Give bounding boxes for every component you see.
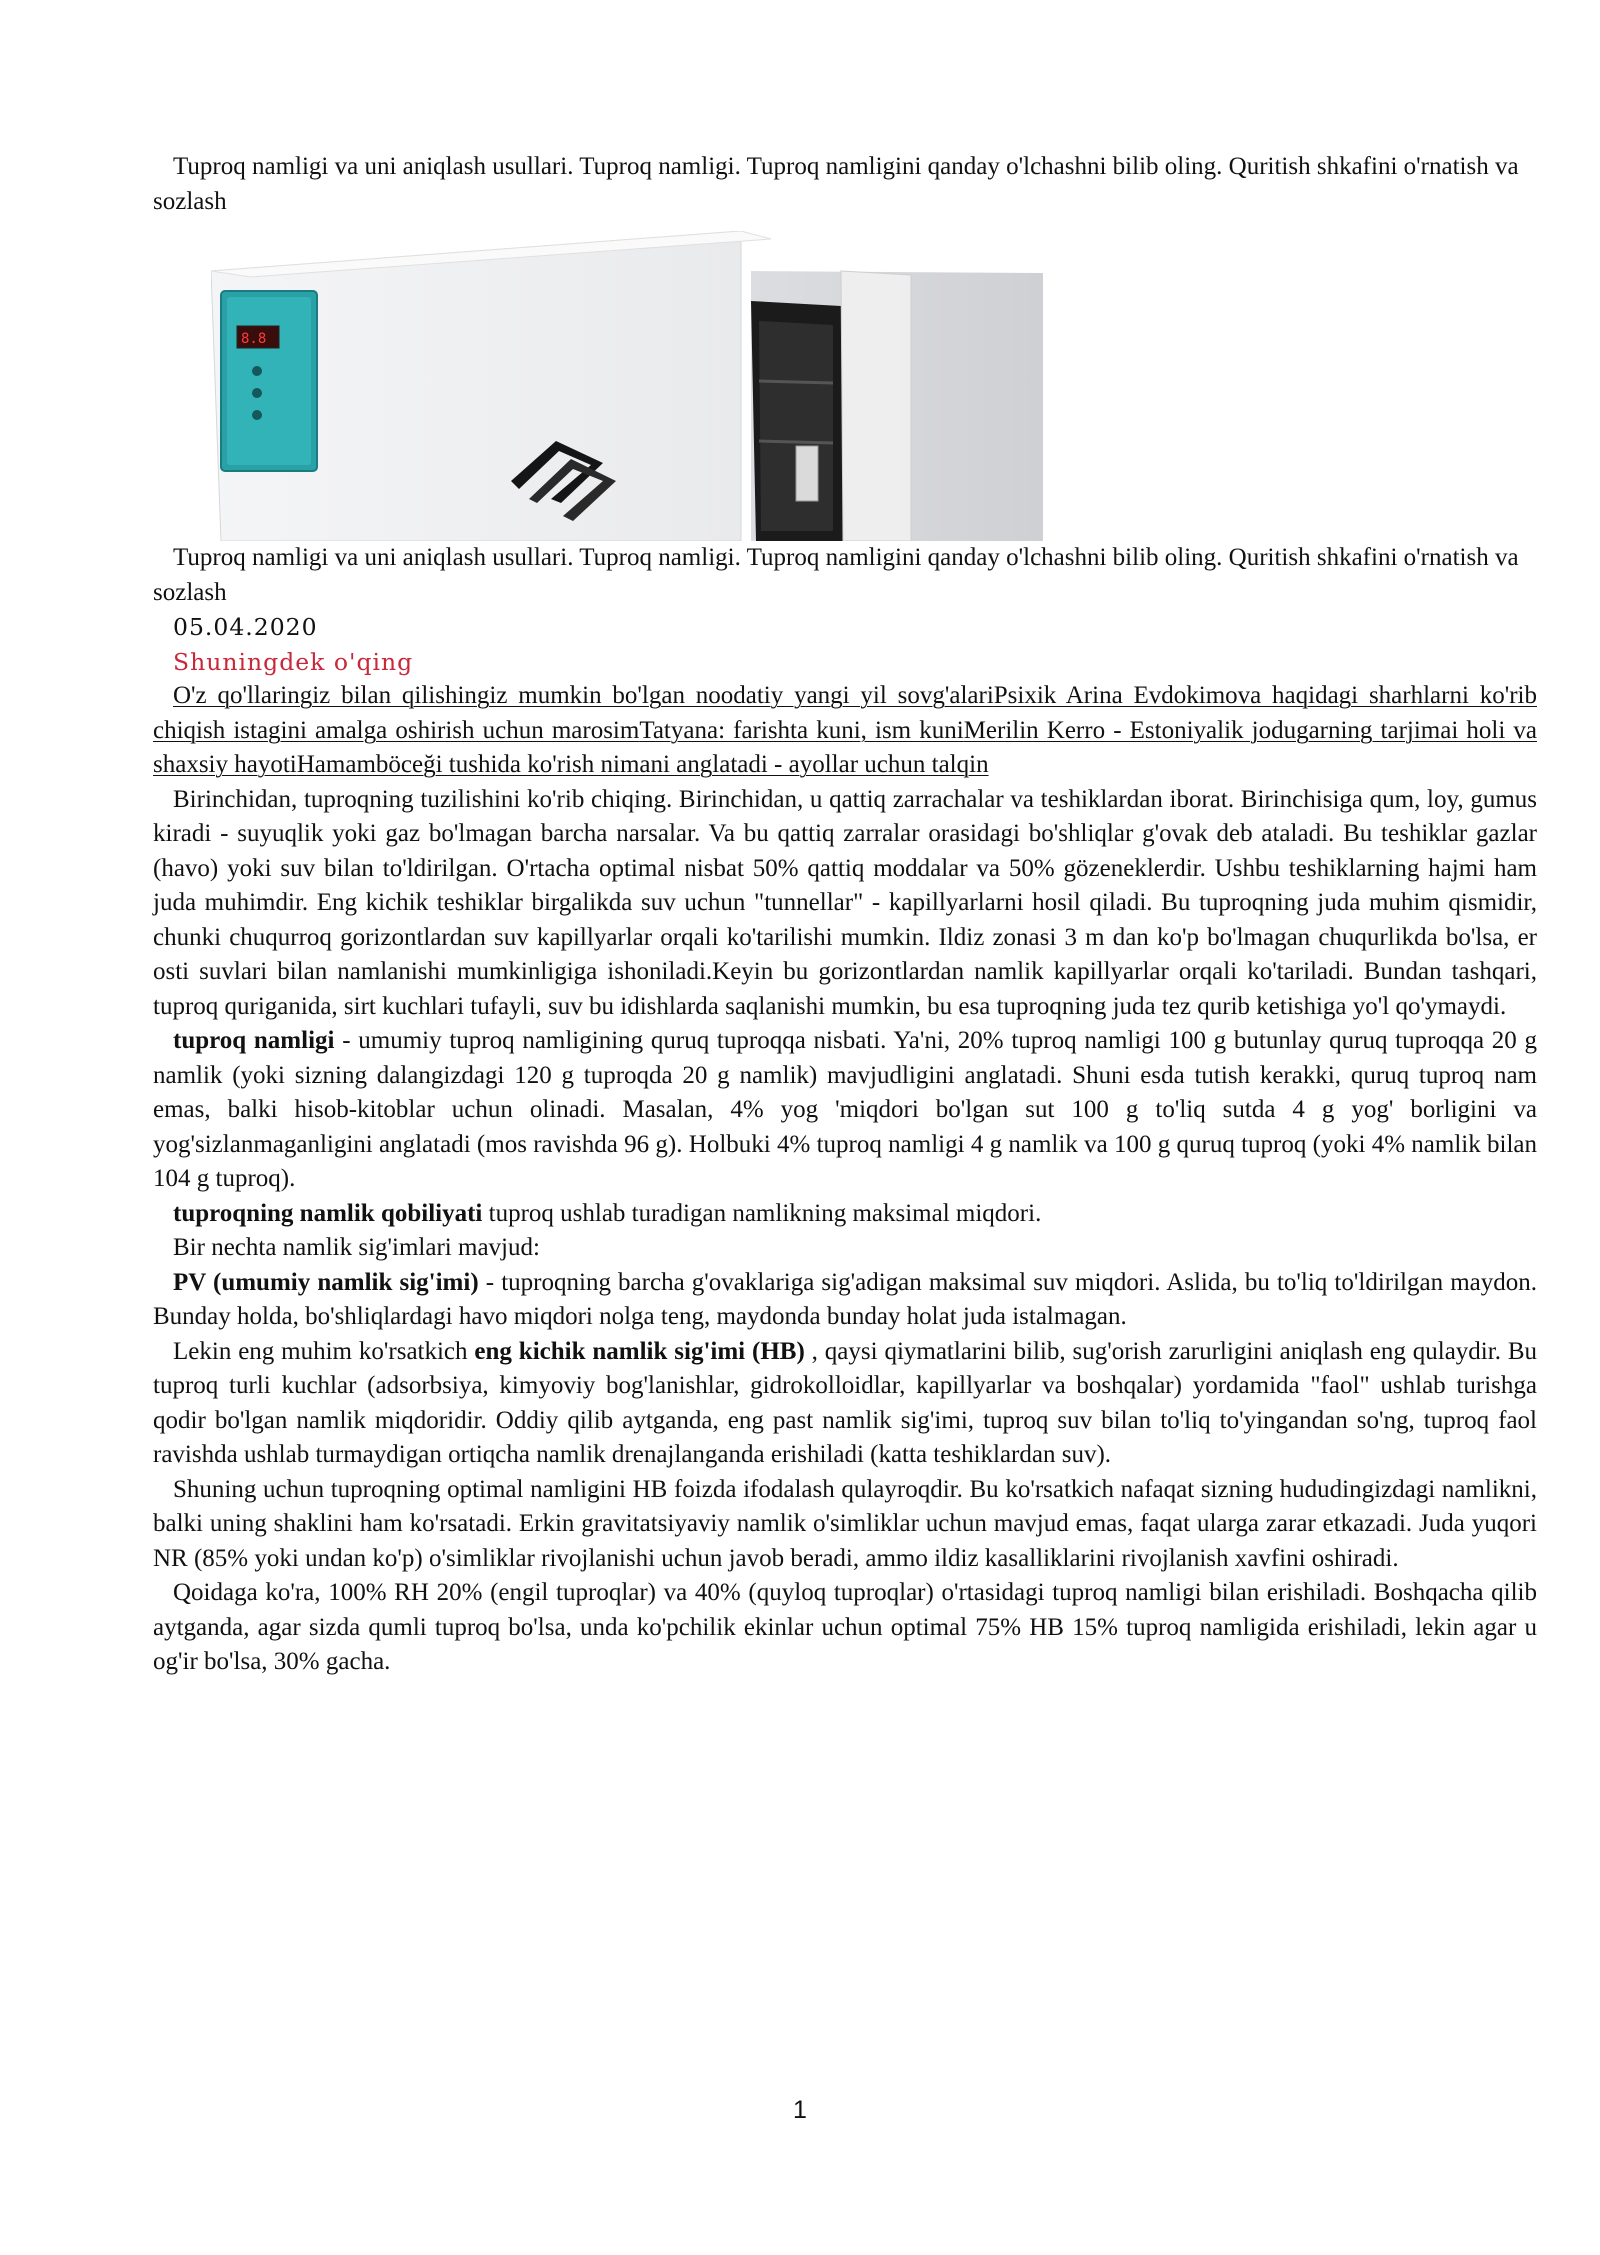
- definition-pv: - tuproqning barcha g'ovaklariga sig'adigan maksimal suv miqdori. Aslida, bu to'liq to'ldirilgan maydon. Bunday holda, bo'shliqlardagi havo miqdori nolga teng, maydonda bunday holat juda istalmagan.: [153, 1268, 1537, 1330]
- related-link-3[interactable]: Tatyana: farishta kuni, ism kuni: [639, 716, 964, 744]
- definition-moisture-capacity: tuproq ushlab turadigan namlikning maksimal miqdori.: [482, 1199, 1042, 1227]
- definition-hb: , qaysi qiymatlarini bilib, sug'orish zarurligini aniqlash eng qulaydir. Bu tuproq turli kuchlar (adsorbsiya, kimyoviy bog'lanishlar, gidrokolloidlar, kapillyarlar va boshqalar) yordamida "faol" ushlab turishga qodir bo'lgan namlik miqdoridir. Oddiy qilib aytganda, eng past namlik sig'imi, tuproq suv bilan to'liq to'yingandan so'ng, tuproq faol ravishda ushlab turmaydigan ortiqcha namlik drenajlanganda erishiladi (katta teshiklardan suv).: [153, 1337, 1538, 1468]
- drying-oven-image: [211, 231, 1061, 541]
- see-also-links: [153, 679, 1537, 783]
- term-moisture-capacity: tuproqning namlik qobiliyati: [173, 1199, 483, 1227]
- paragraph-moisture-capacity: [153, 1197, 1537, 1232]
- related-link-4[interactable]: Merilin Kerro - Estoniyalik jodugarning tarjimai holi va shaxsiy hayoti: [153, 716, 1537, 778]
- paragraph-soil-moisture: [153, 1024, 1537, 1197]
- term-soil-moisture: tuproq namligi: [173, 1027, 335, 1054]
- document-page: [153, 150, 1537, 1680]
- see-also-heading: Shuningdek o'qing: [173, 647, 414, 676]
- term-pv: PV (umumiy namlik sig'imi): [173, 1268, 479, 1296]
- article-title: Tuproq namligi va uni aniqlash usullari. Tuproq namligi. Tuproq namligini qanday o'lchashni bilib oling. Quritish shkafini o'rnatish va sozlash: [153, 153, 1519, 215]
- paragraph-hb: [153, 1335, 1537, 1473]
- hb-lead: Lekin eng muhim ko'rsatkich: [173, 1337, 475, 1365]
- paragraph-structure: Birinchidan, tuproqning tuzilishini ko'rib chiqing. Birinchidan, u qattiq zarrachalar va teshiklardan iborat. Birinchisiga qum, loy, gumus kiradi - suyuqlik yoki gaz bo'lmagan barcha narsalar. Va bu qattiq zarralar orasidagi bo'shliqlar g'ovak deb ataladi. Bu teshiklar gazlar (havo) yoki suv bilan to'ldirilgan. O'rtacha optimal nisbat 50% qattiq moddalar va 50% gözeneklerdir. Ushbu teshiklarning hajmi ham juda muhimdir. Eng kichik teshiklar birgalikda suv uchun "tunnellar" - kapillyarlarni hosil qiladi. Bu tuproqning juda muhim qismidir, chunki chuqurroq gorizontlardan suv kapillyarlar orqali ko'tarilishi mumkin. Ildiz zonasi 3 m dan ko'p bo'lmagan chuqurlikda bo'lsa, er osti suvlari bilan namlanishi mumkinligiga ishoniladi.Keyin bu gorizontlardan namlik kapillyarlar orqali ko'tariladi. Bundan tashqari, tuproq quriganida, sirt kuchlari tufayli, suv bu idishlarda saqlanishi mumkin, bu esa tuproqning juda tez qurib ketishiga yo'l qo'ymaydi.: [153, 785, 1537, 1020]
- related-link-5[interactable]: Hamamböceği tushida ko'rish nimani anglatadi - ayollar uchun talqin: [296, 751, 989, 778]
- publish-date: 05.04.2020: [173, 613, 318, 641]
- image-caption: Tuproq namligi va uni aniqlash usullari. Tuproq namligi. Tuproq namligini qanday o'lchashni bilib oling. Quritish shkafini o'rnatish va sozlash: [153, 544, 1519, 606]
- svg-text:8.8: 8.8: [241, 331, 267, 347]
- term-hb: eng kichik namlik sig'imi (HB): [474, 1337, 805, 1365]
- paragraph-capacities-intro: Bir nechta namlik sig'imlari mavjud:: [173, 1234, 540, 1261]
- article-figure: [153, 231, 1537, 541]
- page-number: 1: [793, 2096, 807, 2124]
- definition-soil-moisture: - umumiy tuproq namligining quruq tuproqqa nisbati. Ya'ni, 20% tuproq namligi 100 g butunlay quruq tuproqqa 20 g namlik (yoki sizning dalangizdagi 120 g tuproqda 20 g namlik) mavjudligini anglatadi. Shuni esda tutish kerakki, quruq tuproq nam emas, balki hisob-kitoblar uchun olinadi. Masalan, 4% yog 'miqdori bo'lgan sut 100 g to'liq sutda 4 g yog' borligini va yog'sizlanmaganligini anglatadi (mos ravishda 96 g). Holbuki 4% tuproq namligi 4 g namlik va 100 g quruq tuproq (yoki 4% namlik bilan 104 g tuproq).: [153, 1027, 1537, 1192]
- related-link-2[interactable]: Psixik Arina Evdokimova haqidagi sharhlarni ko'rib chiqish istagini amalga oshirish uchun marosim: [153, 682, 1537, 744]
- paragraph-rule: Qoidaga ko'ra, 100% RH 20% (engil tuproqlar) va 40% (quyloq tuproqlar) o'rtasidagi tuproq namligi bilan erishiladi. Boshqacha qilib aytganda, agar sizda qumli tuproq bo'lsa, unda ko'pchilik ekinlar uchun optimal 75% HB 15% tuproq namligida erishiladi, lekin agar u og'ir bo'lsa, 30% gacha.: [153, 1579, 1537, 1675]
- paragraph-pv: [153, 1266, 1537, 1335]
- paragraph-optimal-hb: Shuning uchun tuproqning optimal namligini HB foizda ifodalash qulayroqdir. Bu ko'rsatkich nafaqat sizning hududingizdagi namlikni, balki uning shaklini ham ko'rsatadi. Erkin gravitatsiyaviy namlik o'simliklar uchun mavjud emas, faqat ularga zarar etkazadi. Juda yuqori NR (85% yoki undan ko'p) o'simliklar rivojlanishi uchun javob beradi, ammo ildiz kasalliklarini rivojlanish xavfini oshiradi.: [153, 1475, 1537, 1572]
- related-link-1[interactable]: O'z qo'llaringiz bilan qilishingiz mumkin bo'lgan noodatiy yangi yil sovg'alari: [173, 682, 994, 709]
